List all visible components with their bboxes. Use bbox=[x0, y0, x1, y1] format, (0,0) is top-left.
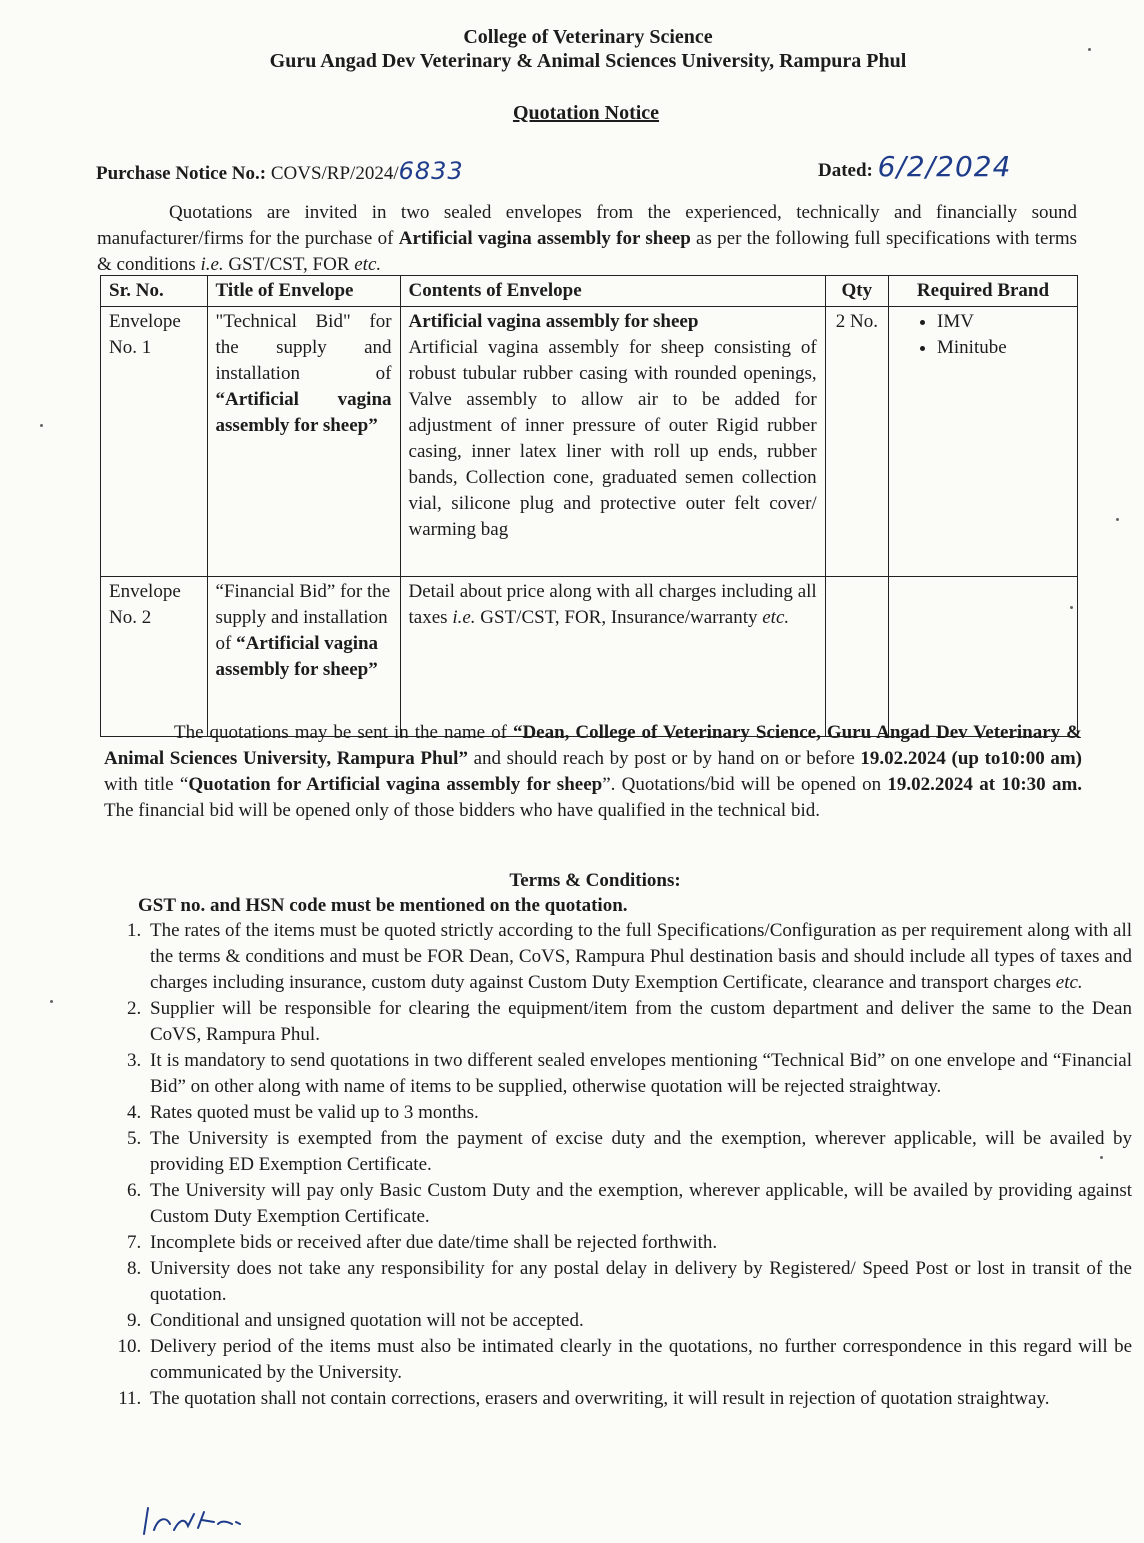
envelope-1-contents-title: Artificial vagina assembly for sheep bbox=[408, 311, 699, 332]
para2-text: ”. Quotations/bid will be opened on bbox=[602, 774, 888, 795]
intro-item-name: Artificial vagina assembly for sheep bbox=[398, 228, 691, 249]
para2-text: The quotations may be sent in the name of bbox=[174, 722, 513, 743]
header-qty: Qty bbox=[825, 276, 888, 307]
envelope-2-brands bbox=[889, 577, 1078, 737]
envelope-2-title bbox=[207, 577, 400, 737]
envelope-1-title-text: "Technical Bid" for the supply and installation of bbox=[215, 311, 392, 384]
envelope-1-sr: Envelope No. 1 bbox=[101, 307, 208, 577]
envelope-1-qty: 2 No. bbox=[825, 307, 888, 577]
envelope-2-contents-text: Detail about price along with all charges including all taxes bbox=[408, 581, 817, 628]
list-item: 11. The quotation shall not contain corrections, erasers and overwriting, it will result in rejection of quotation straightway. bbox=[146, 1386, 1132, 1412]
header-required-brand: Required Brand bbox=[889, 276, 1078, 307]
notice-title: Quotation Notice bbox=[512, 102, 660, 124]
para2-text: and should reach by post or by hand on or before bbox=[467, 748, 861, 769]
header-contents-of-envelope: Contents of Envelope bbox=[400, 276, 825, 307]
term-text: The rates of the items must be quoted strictly according to the full Specifications/Configuration as per requirement along with all the terms & conditions and must be FOR Dean, CoVS, Rampura Phul destination basis and should include all types of taxes and charges including insurance, custom duty against Custom Duty Exemption Certificate, clearance and transport charges bbox=[150, 920, 1132, 993]
table-row bbox=[101, 577, 1078, 737]
scan-speck bbox=[1070, 606, 1073, 609]
intro-etc: etc. bbox=[354, 254, 382, 275]
handwritten-date: 6/2/2024 bbox=[877, 150, 1012, 183]
scan-speck bbox=[1116, 518, 1119, 521]
handwritten-notice-number: 6833 bbox=[398, 157, 464, 185]
header-sr-no: Sr. No. bbox=[101, 276, 208, 307]
list-item: 9. Conditional and unsigned quotation will not be accepted. bbox=[146, 1308, 1132, 1334]
scan-speck bbox=[40, 424, 43, 427]
para2-deadline: 19.02.2024 (up to10:00 am) bbox=[860, 748, 1082, 769]
submission-paragraph bbox=[104, 720, 1082, 824]
para2-envelope-title: Quotation for Artificial vagina assembly for sheep bbox=[188, 774, 603, 795]
scan-speck bbox=[50, 1000, 53, 1003]
brand-item: • IMV bbox=[937, 309, 1069, 335]
terms-title: Terms & Conditions: bbox=[509, 870, 681, 891]
envelope-table bbox=[100, 275, 1078, 737]
list-item: 10. Delivery period of the items must also be intimated clearly in the quotations, no further correspondence in this regard will be communicated by the University. bbox=[146, 1334, 1132, 1386]
list-item: 6. The University will pay only Basic Custom Duty and the exemption, wherever applicable, will be availed by providing against Custom Duty Exemption Certificate. bbox=[146, 1178, 1132, 1230]
table-header-row bbox=[101, 276, 1078, 307]
intro-ie: i.e. bbox=[200, 254, 224, 275]
list-item: 4. Rates quoted must be valid up to 3 months. bbox=[146, 1100, 1132, 1126]
header-title-of-envelope: Title of Envelope bbox=[207, 276, 400, 307]
envelope-2-contents bbox=[400, 577, 825, 737]
terms-list bbox=[104, 918, 1132, 1412]
list-item: 7. Incomplete bids or received after due date/time shall be rejected forthwith. bbox=[146, 1230, 1132, 1256]
table-row bbox=[101, 307, 1078, 577]
scan-speck bbox=[1100, 1156, 1103, 1159]
college-name: College of Veterinary Science bbox=[463, 26, 713, 48]
para2-addressee: “Dean, College of Veterinary Science, Guru Angad Dev Veterinary & Animal Sciences University, Rampura Phul” bbox=[104, 722, 1082, 769]
intro-text-mid: as per the following full specifications with terms & conditions bbox=[97, 228, 1077, 275]
purchase-notice-label: Purchase Notice No.: bbox=[96, 163, 267, 184]
dated-line bbox=[818, 150, 1011, 183]
envelope-1-contents-body: Artificial vagina assembly for sheep consisting of robust tubular rubber casing with rounded openings, Valve assembly to allow air to be added for adjustment of inner pressure of outer Rigid rubber casing, inner latex liner with roll up ends, rubber bands, Collection cone, graduated semen collection vial, silicone plug and protective outer felt cover/ warming bag bbox=[408, 337, 817, 540]
university-name: Guru Angad Dev Veterinary & Animal Sciences University, Rampura Phul bbox=[269, 50, 907, 72]
para2-opening-time: 19.02.2024 at 10:30 am. bbox=[887, 774, 1083, 795]
para2-text: with title “ bbox=[104, 774, 189, 795]
list-item: 2. Supplier will be responsible for clearing the equipment/item from the custom department and deliver the same to the Dean CoVS, Rampura Phul. bbox=[146, 996, 1132, 1048]
envelope-1-brands bbox=[889, 307, 1078, 577]
envelope-1-title-item: “Artificial vagina assembly for sheep” bbox=[215, 389, 392, 436]
term-etc: etc. bbox=[1055, 972, 1083, 993]
list-item: 3. It is mandatory to send quotations in two different sealed envelopes mentioning “Technical Bid” on one envelope and “Financial Bid” on other along with name of items to be supplied, otherwise quotation will be rejected straightway. bbox=[146, 1048, 1132, 1100]
envelope-1-contents bbox=[400, 307, 825, 577]
intro-text: Quotations are invited in two sealed envelopes from the experienced, technically and financially sound manufacturer/firms for the purchase of bbox=[97, 202, 1077, 249]
scan-speck bbox=[1088, 48, 1091, 51]
list-item: 8. University does not take any responsibility for any postal delay in delivery by Registered/ Speed Post or lost in transit of the quotation. bbox=[146, 1256, 1132, 1308]
purchase-notice-number: COVS/RP/2024/ bbox=[270, 163, 399, 184]
intro-paragraph bbox=[97, 200, 1077, 278]
envelope-2-contents-etc: etc. bbox=[762, 607, 790, 628]
brand-item: • Minitube bbox=[937, 335, 1069, 361]
envelope-2-sr: Envelope No. 2 bbox=[101, 577, 208, 737]
list-item bbox=[146, 918, 1132, 996]
envelope-2-contents-mid: GST/CST, FOR, Insurance/warranty bbox=[475, 607, 763, 628]
list-item: 5. The University is exempted from the payment of excise duty and the exemption, wherever applicable, will be availed by providing ED Exemption Certificate. bbox=[146, 1126, 1132, 1178]
intro-text-post: GST/CST, FOR bbox=[223, 254, 355, 275]
dated-label: Dated: bbox=[818, 160, 873, 181]
para2-text: The financial bid will be opened only of those bidders who have qualified in the technical bid. bbox=[104, 800, 820, 821]
envelope-2-title-item: “Artificial vagina assembly for sheep” bbox=[215, 633, 379, 680]
envelope-1-title bbox=[207, 307, 400, 577]
envelope-2-qty bbox=[825, 577, 888, 737]
envelope-2-title-text: “Financial Bid” for the supply and installation of bbox=[215, 581, 391, 654]
purchase-notice-line bbox=[96, 157, 464, 185]
gst-note: GST no. and HSN code must be mentioned on the quotation. bbox=[138, 895, 628, 916]
envelope-2-contents-ie: i.e. bbox=[452, 607, 476, 628]
handwritten-signature bbox=[140, 1500, 260, 1540]
